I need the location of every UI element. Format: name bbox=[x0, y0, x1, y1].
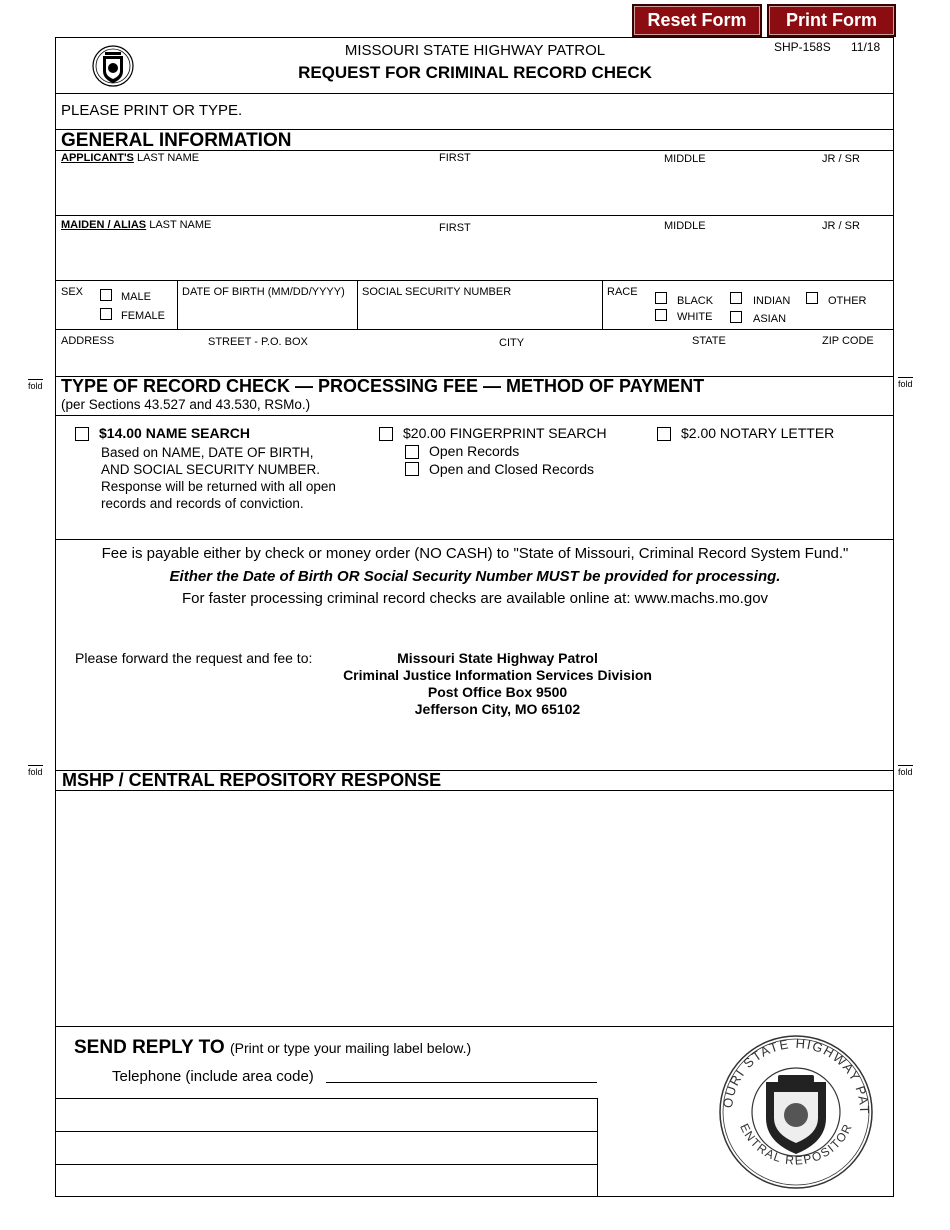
response-area bbox=[58, 792, 892, 1024]
sex-label: SEX bbox=[61, 286, 84, 298]
mailing-label-line-3[interactable] bbox=[58, 1166, 596, 1196]
race-indian-checkbox[interactable] bbox=[730, 292, 742, 304]
form-title: REQUEST FOR CRIMINAL RECORD CHECK bbox=[298, 63, 652, 82]
maiden-middle-label: MIDDLE bbox=[664, 220, 706, 232]
required-note: Either the Date of Birth OR Social Security Number MUST be provided for processing. bbox=[169, 568, 781, 585]
female-label: FEMALE bbox=[121, 310, 166, 322]
record-check-heading: TYPE OF RECORD CHECK — PROCESSING FEE — METHOD OF PAYMENT bbox=[61, 376, 705, 396]
race-asian-checkbox[interactable] bbox=[730, 311, 742, 323]
race-label: RACE bbox=[607, 286, 638, 298]
applicant-name-field[interactable] bbox=[58, 166, 892, 214]
race-white-checkbox[interactable] bbox=[655, 309, 667, 321]
general-information-heading: GENERAL INFORMATION bbox=[61, 130, 292, 151]
reset-form-button[interactable]: Reset Form bbox=[632, 4, 762, 37]
telephone-label: Telephone (include area code) bbox=[112, 1068, 314, 1085]
dob-field[interactable] bbox=[180, 300, 355, 328]
race-asian-label: ASIAN bbox=[753, 313, 787, 325]
mailing-label-line-2[interactable] bbox=[58, 1133, 596, 1163]
applicant-last-name-label: APPLICANT'S LAST NAME bbox=[61, 152, 200, 164]
mailing-label-line-1[interactable] bbox=[58, 1100, 596, 1130]
city-label: CITY bbox=[499, 337, 525, 349]
mail-address-line-4: Jefferson City, MO 65102 bbox=[414, 701, 581, 717]
applicant-first-label: FIRST bbox=[439, 152, 471, 164]
street-label: STREET - P.O. BOX bbox=[208, 336, 308, 348]
fold-mark-left-1: fold bbox=[28, 381, 43, 391]
ssn-label: SOCIAL SECURITY NUMBER bbox=[362, 286, 512, 298]
male-label: MALE bbox=[121, 291, 151, 303]
open-closed-records-label: Open and Closed Records bbox=[429, 461, 594, 477]
address-field[interactable] bbox=[58, 349, 892, 375]
response-heading: MSHP / CENTRAL REPOSITORY RESPONSE bbox=[62, 770, 442, 790]
notary-letter-checkbox[interactable] bbox=[657, 427, 671, 441]
svg-text:CENTRAL REPOSITORY: ENTRAL REPOSITOR bbox=[737, 1120, 856, 1168]
telephone-field[interactable] bbox=[326, 1066, 597, 1082]
form-number: SHP-158S bbox=[774, 40, 831, 54]
record-check-subheading: (per Sections 43.527 and 43.530, RSMo.) bbox=[61, 397, 311, 412]
open-records-label: Open Records bbox=[429, 443, 520, 459]
name-search-label: $14.00 NAME SEARCH bbox=[99, 425, 250, 441]
name-search-desc-4: records and records of conviction. bbox=[101, 496, 304, 511]
mail-address-line-3: Post Office Box 9500 bbox=[427, 684, 568, 700]
open-records-checkbox[interactable] bbox=[405, 445, 419, 459]
fold-mark-right-1: fold bbox=[898, 379, 913, 389]
male-checkbox[interactable] bbox=[100, 289, 112, 301]
central-repository-seal bbox=[718, 1030, 874, 1190]
mail-address-line-2: Criminal Justice Information Services Division bbox=[343, 667, 652, 683]
patrol-badge-logo bbox=[92, 44, 134, 88]
race-white-label: WHITE bbox=[677, 311, 713, 323]
name-search-checkbox[interactable] bbox=[75, 427, 89, 441]
fold-mark-right-2: fold bbox=[898, 767, 913, 777]
race-black-label: BLACK bbox=[677, 295, 714, 307]
form-revision: 11/18 bbox=[851, 40, 881, 54]
print-instruction: PLEASE PRINT OR TYPE. bbox=[61, 102, 243, 119]
dob-label: DATE OF BIRTH (MM/DD/YYYY) bbox=[182, 286, 345, 298]
agency-name: MISSOURI STATE HIGHWAY PATROL bbox=[344, 42, 606, 59]
maiden-name-field[interactable] bbox=[58, 234, 892, 279]
name-search-desc-2: AND SOCIAL SECURITY NUMBER. bbox=[101, 462, 321, 477]
name-search-desc-3: Response will be returned with all open bbox=[101, 479, 336, 494]
address-label: ADDRESS bbox=[61, 335, 115, 347]
maiden-jr-sr-label: JR / SR bbox=[822, 220, 860, 232]
ssn-field[interactable] bbox=[360, 300, 600, 328]
print-form-button[interactable]: Print Form bbox=[767, 4, 896, 37]
race-indian-label: INDIAN bbox=[753, 295, 791, 307]
maiden-first-label: FIRST bbox=[439, 222, 471, 234]
maiden-last-name-label: MAIDEN / ALIAS LAST NAME bbox=[61, 219, 212, 231]
mail-address-line-1: Missouri State Highway Patrol bbox=[397, 650, 598, 666]
forward-label: Please forward the request and fee to: bbox=[75, 650, 313, 666]
race-other-label: OTHER bbox=[828, 295, 867, 307]
fingerprint-search-label: $20.00 FINGERPRINT SEARCH bbox=[403, 425, 607, 441]
applicant-jr-sr-label: JR / SR bbox=[822, 153, 860, 165]
state-label: STATE bbox=[692, 335, 726, 347]
notary-letter-label: $2.00 NOTARY LETTER bbox=[681, 425, 835, 441]
send-reply-heading: SEND REPLY TO (Print or type your mailing label below.) bbox=[74, 1037, 472, 1058]
online-note: For faster processing criminal record checks are available online at: www.machs.mo.gov bbox=[181, 590, 769, 607]
svg-text:MISSOURI STATE HIGHWAY PATROL: OURI STATE HIGHWAY PAT bbox=[719, 1035, 873, 1116]
applicant-middle-label: MIDDLE bbox=[664, 153, 706, 165]
fingerprint-search-checkbox[interactable] bbox=[379, 427, 393, 441]
zip-label: ZIP CODE bbox=[822, 335, 874, 347]
race-black-checkbox[interactable] bbox=[655, 292, 667, 304]
fold-mark-left-2: fold bbox=[28, 767, 43, 777]
fee-note: Fee is payable either by check or money order (NO CASH) to "State of Missouri, Criminal Record System Fund." bbox=[101, 545, 849, 562]
race-other-checkbox[interactable] bbox=[806, 292, 818, 304]
name-search-desc-1: Based on NAME, DATE OF BIRTH, bbox=[101, 445, 314, 460]
open-closed-records-checkbox[interactable] bbox=[405, 462, 419, 476]
female-checkbox[interactable] bbox=[100, 308, 112, 320]
